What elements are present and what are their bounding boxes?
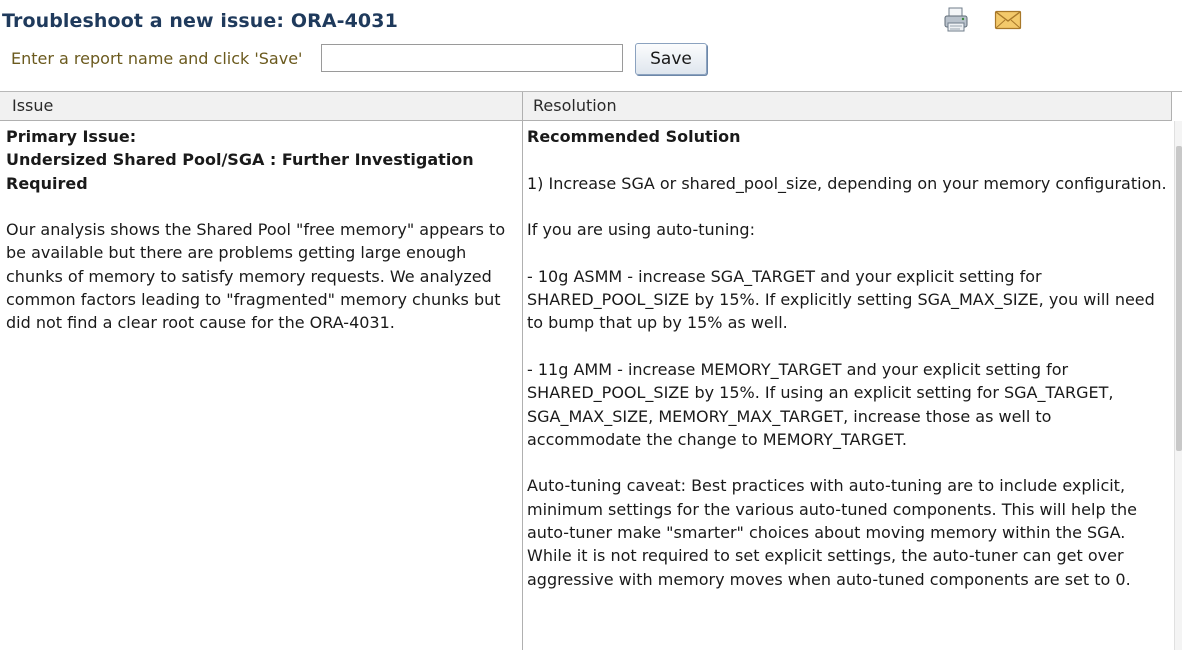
toolbar [941, 6, 1023, 34]
header-corner [1171, 92, 1182, 121]
printer-icon[interactable] [941, 6, 971, 34]
report-name-label: Enter a report name and click 'Save' [11, 49, 303, 68]
mail-icon[interactable] [993, 6, 1023, 34]
resolution-paragraph: - 10g ASMM - increase SGA_TARGET and your explicit setting for SHARED_POOL_SIZE by 15%. If explicitly setting SGA_MAX_SIZE, you will need to bump that up by 15% as well. [527, 266, 1155, 333]
issue-description: Our analysis shows the Shared Pool "free memory" appears to be available but there are problems getting large enough chunks of memory to satisfy memory requests. We analyzed common factors leading to "fragmented" memory chunks but did not find a clear root cause for the ORA-4031. [6, 220, 506, 333]
resolution-paragraph: If you are using auto-tuning: [527, 220, 755, 240]
issue-cell [6, 125, 518, 335]
column-divider [522, 121, 523, 650]
resolution-paragraph: 1) Increase SGA or shared_pool_size, depending on your memory configuration. [527, 173, 1167, 193]
table-header [0, 92, 1174, 121]
save-button[interactable]: Save [635, 43, 707, 75]
resolution-paragraph: Auto-tuning caveat: Best practices with auto-tuning are to include explicit, minimum settings for the various auto-tuned components. This will help the auto-tuner make "smarter" choices about moving memory within the SGA. While it is not required to set explicit settings, the auto-tuner can get over aggressive with memory moves when auto-tuned components are set to 0. [527, 476, 1137, 589]
scrollbar-thumb[interactable] [1176, 146, 1182, 451]
resolution-paragraph: - 11g AMM - increase MEMORY_TARGET and your explicit setting for SHARED_POOL_SIZE by 15%. If using an explicit setting for SGA_TARGET, SGA_MAX_SIZE, MEMORY_MAX_TARGET, increase those as well to accommodate the change to MEMORY_TARGET. [527, 359, 1114, 449]
resolution-heading: Recommended Solution [527, 127, 741, 146]
column-header-issue: Issue [0, 92, 523, 120]
resolution-cell [527, 125, 1169, 591]
results-table [0, 91, 1182, 650]
page-title: Troubleshoot a new issue: ORA-4031 [2, 10, 398, 32]
content-clip [527, 645, 1172, 650]
issue-heading-line1: Primary Issue: [6, 127, 137, 146]
report-name-input[interactable] [321, 44, 623, 72]
issue-heading-line2: Undersized Shared Pool/SGA : Further Investigation Required [6, 150, 474, 193]
column-header-resolution: Resolution [533, 96, 617, 115]
vertical-scrollbar[interactable] [1174, 121, 1182, 650]
